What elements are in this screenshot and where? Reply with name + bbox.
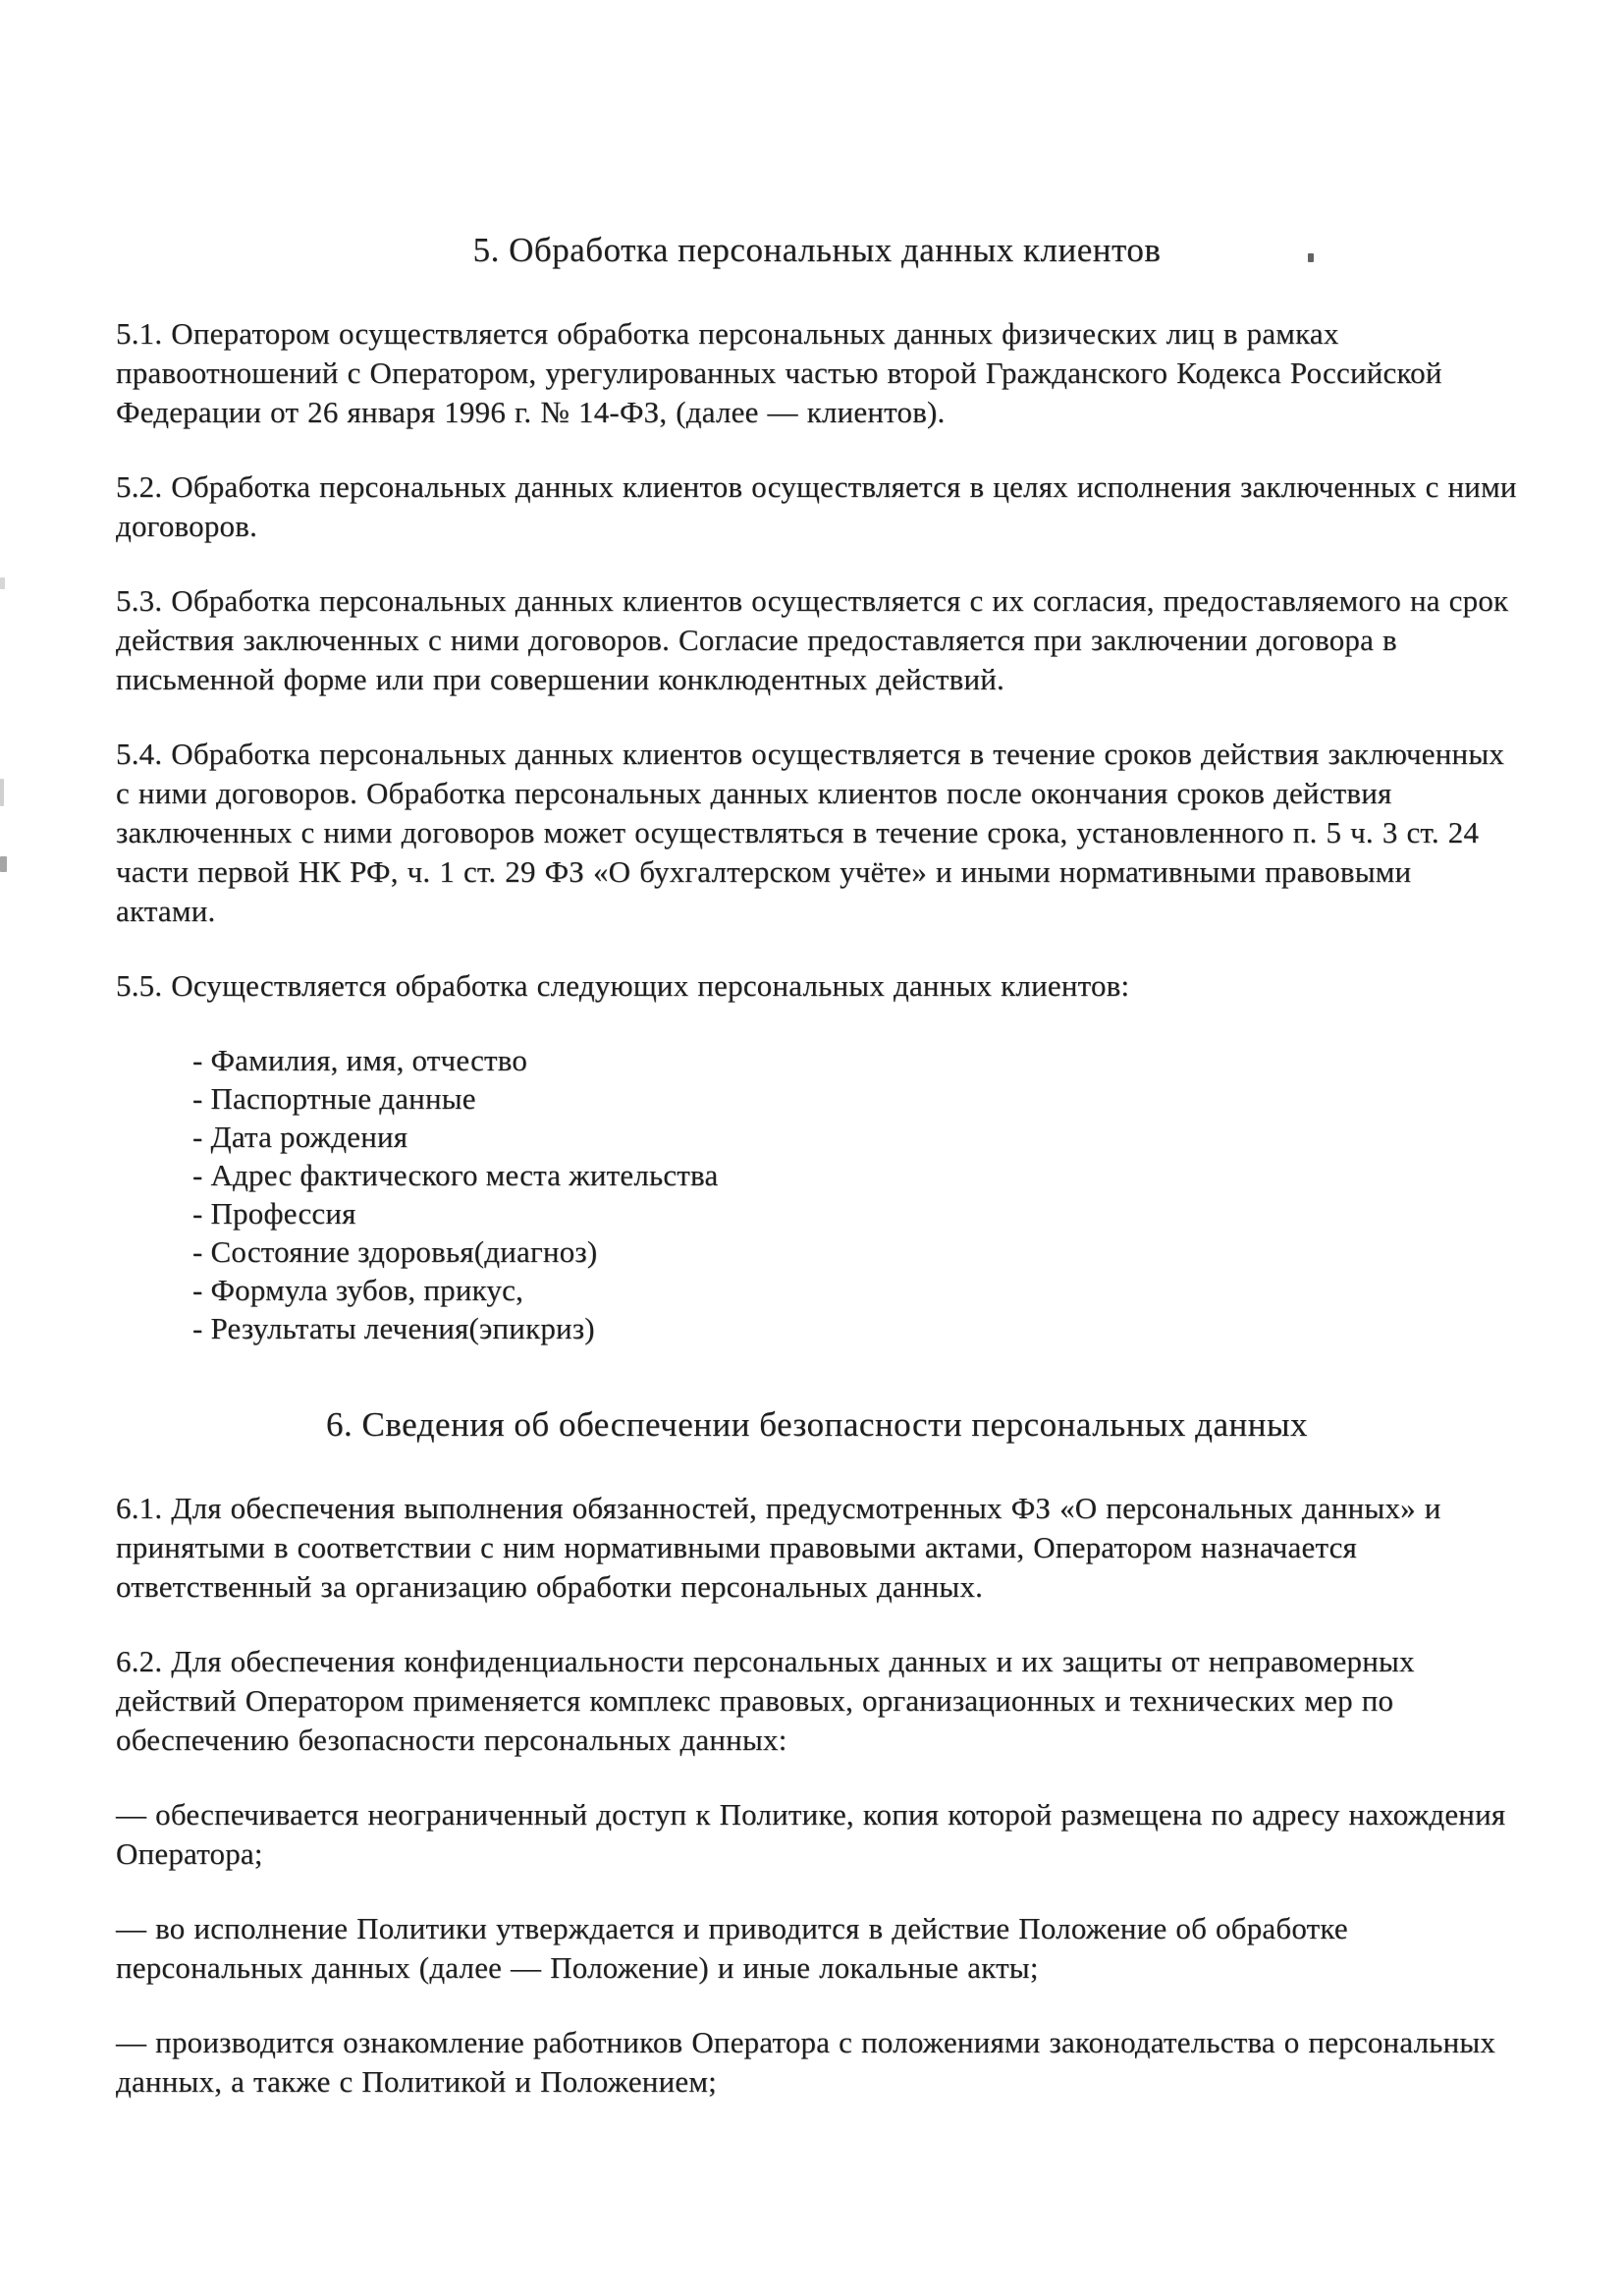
list-item-passport: - Паспортные данные (192, 1081, 476, 1116)
section-5-heading: 5. Обработка персональных данных клиентов (472, 231, 1162, 269)
scan-artifact-left-edge-3 (0, 856, 7, 872)
scan-artifact-left-edge-1 (0, 577, 5, 589)
list-item-address: - Адрес фактического места жительства (192, 1158, 719, 1192)
paragraph-6-1: 6.1. Для обеспечения выполнения обязанностей, предусмотренных ФЗ «О персональных данных» и принятыми в соответствии с ним нормативными правовыми актами, Оператором назначается ответственный за организацию обработки персональных данных. (116, 1491, 1441, 1604)
paragraph-6-2: 6.2. Для обеспечения конфиденциальности персональных данных и их защиты от неправомерных действий Оператором применяется комплекс правовых, организационных и технических мер по обеспечению безопасности персональных данных: (116, 1644, 1415, 1757)
list-item-birth-date: - Дата рождения (192, 1120, 408, 1154)
scan-artifact-left-edge-2 (0, 779, 4, 806)
paragraph-5-4: 5.4. Обработка персональных данных клиентов осуществляется в течение сроков действия заключенных с ними договоров. Обработка персональных данных клиентов после окончания сроков действия заключенных с ними договоров может осуществляться в течение срока, установленного п. 5 ч. 3 ст. 24 части первой НК РФ, ч. 1 ст. 29 ФЗ «О бухгалтерском учёте» и иными нормативными правовыми актами. (116, 737, 1505, 928)
paragraph-6-2-dash-training: — производится ознакомление работников Оператора с положениями законодательства о персональных данных, а также с Политикой и Положением; (116, 2025, 1496, 2099)
list-item-treatment: - Результаты лечения(эпикриз) (192, 1311, 595, 1345)
personal-data-list (116, 1041, 1518, 1347)
paragraph-5-3: 5.3. Обработка персональных данных клиентов осуществляется с их согласия, предоставляемого на срок действия заключенных с ними договоров. Согласие предоставляется при заключении договора в письменной форме или при совершении конклюдентных действий. (116, 583, 1509, 696)
paragraph-5-5: 5.5. Осуществляется обработка следующих персональных данных клиентов: (116, 968, 1130, 1003)
section-6-heading: 6. Сведения об обеспечении безопасности персональных данных (326, 1405, 1308, 1444)
scan-artifact-title-speck (1308, 253, 1314, 262)
paragraph-6-2-dash-access: — обеспечивается неограниченный доступ к Политике, копия которой размещена по адресу нахождения Оператора; (116, 1797, 1506, 1871)
paragraph-6-2-dash-provision: — во исполнение Политики утверждается и приводится в действие Положение об обработке персональных данных (далее — Положение) и иные локальные акты; (116, 1911, 1348, 1985)
paragraph-5-2: 5.2. Обработка персональных данных клиентов осуществляется в целях исполнения заключенных с ними договоров. (116, 469, 1517, 543)
paragraph-5-1: 5.1. Оператором осуществляется обработка персональных данных физических лиц в рамках правоотношений с Оператором, урегулированных частью второй Гражданского Кодекса Российской Федерации от 26 января 1996 г. № 14-ФЗ, (далее — клиентов). (116, 316, 1442, 429)
list-item-dental-formula: - Формула зубов, прикус, (192, 1273, 524, 1307)
list-item-profession: - Профессия (192, 1196, 356, 1230)
list-item-health-status: - Состояние здоровья(диагноз) (192, 1234, 598, 1269)
list-item-full-name: - Фамилия, имя, отчество (192, 1043, 528, 1077)
